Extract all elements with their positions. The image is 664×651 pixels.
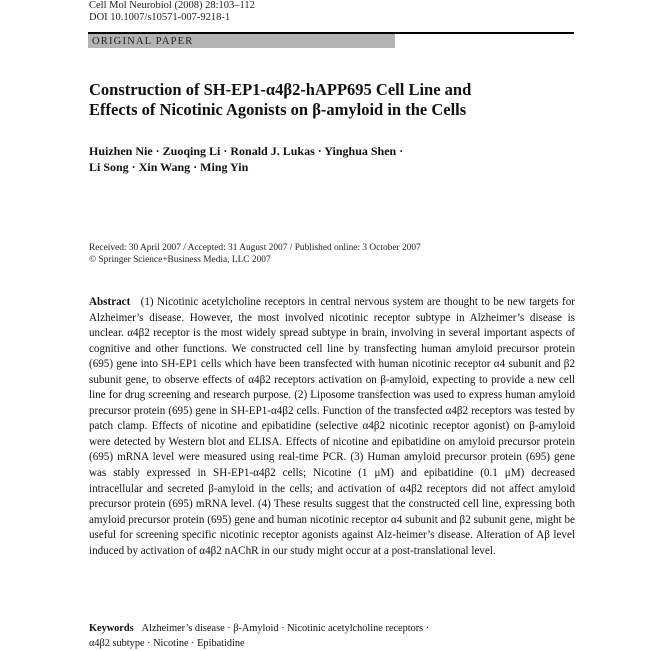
author-list: [89, 143, 569, 175]
keywords-line-1: Alzheimer’s disease · β-Amyloid · Nicotinic acetylcholine receptors ·: [141, 623, 430, 634]
abstract: [89, 295, 575, 559]
title-line-1: Construction of SH-EP1-α4β2-hAPP695 Cell Line and: [89, 80, 472, 99]
section-label: ORIGINAL PAPER: [92, 36, 194, 47]
keywords-line-2: α4β2 subtype · Nicotine · Epibatidine: [89, 638, 245, 649]
keywords-label: Keywords: [89, 623, 134, 634]
publication-history: [89, 242, 569, 266]
title-line-2: Effects of Nicotinic Agonists on β-amyloid in the Cells: [89, 100, 467, 119]
abstract-text: (1) Nicotinic acetylcholine receptors in central nervous system are thought to be new targets for Alzheimer’s disease. However, the most involved nicotinic receptor subtype in Alzheimer’s disease is unclear. α4β2 receptor is the most widely spread subtype in brain, involving in several important aspects of cognitive and other functions. We constructed cell line by transfecting human amyloid precursor protein (695) gene into SH-EP1 cells which have been transfected with human nicotinic receptor α4 subunit and β2 subunit gene, to observe effects of α4β2 receptors activation on β-amyloid, expecting to provide a new cell line for drug screening and research purpose. (2) Liposome transfection was used to express human amyloid precursor protein (695) gene in SH-EP1-α4β2 cells. Function of the transfected α4β2 receptors was tested by patch clamp. Effects of nicotine and epibatidine (selective α4β2 nicotinic receptor agonist) on β-amyloid were detected by Western blot and ELISA. Effects of nicotine and epibatidine on amyloid precursor protein (695) mRNA level were measured using real-time PCR. (3) Human amyloid precursor protein (695) gene was stably expressed in SH-EP1-α4β2 cells; Nicotine (1 μM) and epibatidine (0.1 μM) decreased intracellular and secreted β-amyloid in the cells; and activation of α4β2 receptors did not affect amyloid precursor protein (695) mRNA level. (4) These results suggest that the constructed cell line, expressing both amyloid precursor protein (695) gene and human nicotinic receptor α4 subunit and β2 subunit gene, might be useful for screening specific nicotinic receptor agonists against Alz-heimer’s disease. Alteration of Aβ level induced by activation of α4β2 nAChR in our study might occur at a post-translational level.: [89, 296, 575, 557]
journal-header: [89, 0, 255, 24]
dates-line: Received: 30 April 2007 / Accepted: 31 August 2007 / Published online: 3 October 2007: [89, 243, 421, 253]
section-banner: [88, 34, 395, 48]
article-title: [89, 80, 569, 120]
journal-citation: Cell Mol Neurobiol (2008) 28:103–112: [89, 0, 255, 11]
copyright-line: © Springer Science+Business Media, LLC 2007: [89, 255, 271, 265]
authors-line-1: Huizhen Nie · Zuoqing Li · Ronald J. Lukas · Yinghua Shen ·: [89, 144, 404, 158]
abstract-label: Abstract: [89, 296, 131, 308]
doi: DOI 10.1007/s10571-007-9218-1: [89, 12, 231, 23]
keywords: [89, 621, 575, 651]
authors-line-2: Li Song · Xin Wang · Ming Yin: [89, 160, 249, 174]
